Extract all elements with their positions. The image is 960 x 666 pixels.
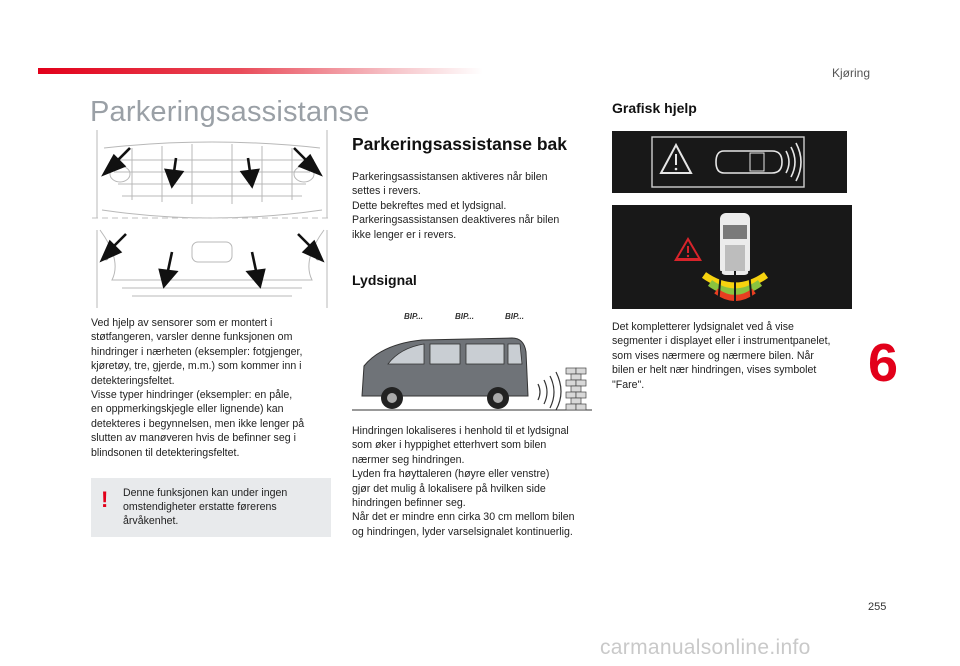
display-panel-top	[612, 131, 847, 193]
header-accent-bar	[38, 68, 483, 74]
bumper-sensors-illustration	[92, 130, 332, 310]
section-label: Kjøring	[831, 66, 870, 80]
bip-label-2: BIP...	[455, 312, 474, 321]
warning-note: ! Denne funksjonen kan under ingen omstendigheter erstatte førerens årvåkenhet.	[91, 478, 331, 537]
display-panel-bottom	[612, 205, 852, 309]
chapter-number: 6	[868, 333, 899, 393]
page-title: Parkeringsassistanse	[90, 96, 370, 128]
van-reversing-illustration	[352, 322, 592, 414]
sound-heading: Lydsignal	[352, 272, 417, 288]
page-number: 255	[868, 601, 887, 613]
sound-text: Hindringen lokaliseres i henhold til et lydsignal som øker i hyppighet etterhvert som bilen nærmer seg hindringen. Lyden fra høyttaleren (høyre eller venstre) gjør det mulig å lokalisere på hvilken side hindringen befinner seg. Når det er mindre enn cirka 30 cm mellom bilen og hindringen, lyder varselsignalet kontinuerlig.	[352, 425, 575, 538]
rear-assist-text: Parkeringsassistansen aktiveres når bilen settes i revers. Dette bekreftes med et lydsignal. Parkeringsassistansen deaktiveres når bilen ikke lenger er i revers.	[352, 171, 560, 241]
watermark: carmanualsonline.info	[600, 636, 811, 659]
rear-assist-heading: Parkeringsassistanse bak	[352, 134, 567, 154]
graphic-aid-heading: Grafisk hjelp	[612, 100, 697, 116]
warning-icon: !	[101, 487, 109, 512]
bip-label-1: BIP...	[404, 312, 423, 321]
intro-text: Ved hjelp av sensorer som er montert i støtfangeren, varsler denne funksjonen om hindringer i nærheten (eksempler: fotgjenger, kjøretøy, tre, gjerde, m.m.) som kommer inn i detekteringsfeltet. Visse typer hindringer (eksempler: en påle, en oppmerkingskjegle eller lignende) kan detekteres i begynnelsen, men ikke lenger på slutten av manøveren hvis de befinner seg i blindsonen til detekteringsfeltet.	[91, 317, 305, 459]
graphic-aid-text: Det kompletterer lydsignalet ved å vise segmenter i displayet eller i instrumentpanelet, som vises nærmere og nærmere bilen. Når bilen er helt nær hindringen, vises symbolet "Fare".	[612, 321, 831, 391]
bip-label-3: BIP...	[505, 312, 524, 321]
